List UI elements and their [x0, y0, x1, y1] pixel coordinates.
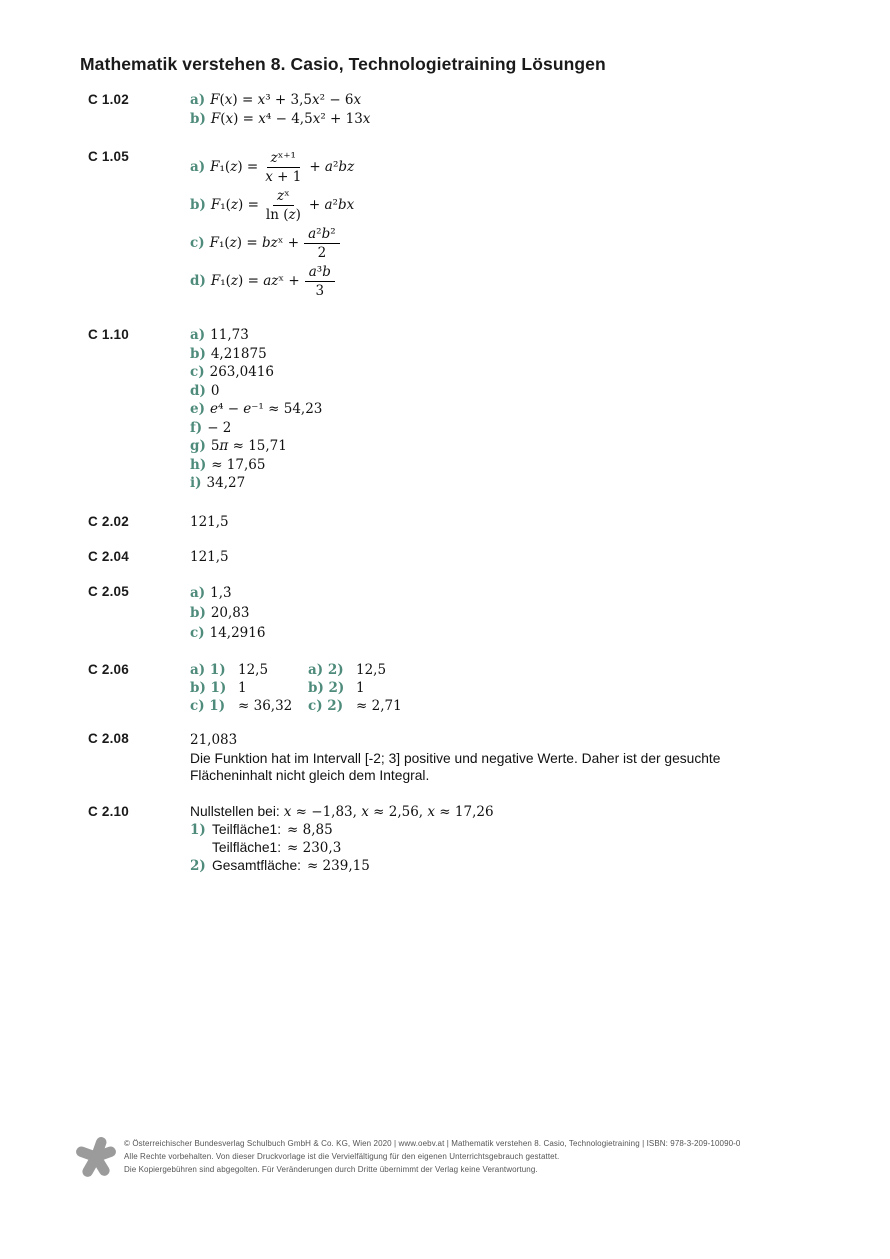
page-title: Mathematik verstehen 8. Casio, Technologietraining Lösungen	[80, 54, 606, 74]
solution-line	[190, 345, 802, 364]
solution-line	[190, 474, 802, 493]
footer	[75, 1134, 740, 1180]
item-letter: b)	[190, 110, 206, 127]
item-letter: e)	[190, 401, 205, 417]
exercise-label: C 1.10	[88, 327, 129, 342]
numerator: a³b	[305, 264, 335, 282]
answer-pair	[308, 679, 365, 697]
solution-line	[190, 548, 802, 567]
solution-line	[190, 400, 802, 419]
math-expression: − 2	[207, 419, 232, 436]
solution-line	[190, 110, 802, 129]
math-expression: 34,27	[206, 475, 246, 491]
item-number: 1)	[190, 821, 206, 838]
footer-liability-line: Die Kopiergebühren sind abgegolten. Für Veränderungen durch Dritte übernimmt der Verlag keine Verantwortung.	[124, 1164, 538, 1174]
footer-text	[124, 1134, 740, 1176]
math-expression: 12,5	[356, 661, 387, 678]
numerator: a²b²	[304, 226, 340, 244]
math-expression: 1	[356, 679, 365, 696]
item-letter: c) 1)	[190, 697, 226, 714]
item-letter: h)	[190, 456, 207, 473]
math-expression: 4,21875	[210, 345, 267, 362]
fraction	[305, 264, 335, 299]
item-letter: g)	[190, 438, 206, 454]
math-expression: 5π ≈ 15,71	[210, 438, 287, 454]
exercise-c2-04	[88, 548, 802, 567]
solution-line	[190, 148, 802, 186]
math-expression: F(x) = x⁴ − 4,5x² + 13x	[210, 110, 371, 127]
math-expression: 14,2916̇	[209, 624, 266, 641]
exercise-c1-10	[88, 326, 802, 493]
solution-line	[190, 382, 802, 401]
fraction	[264, 188, 303, 223]
math-expression: ≈ 36,32	[238, 697, 293, 714]
item-letter: a)	[190, 159, 206, 175]
exercise-label: C 1.02	[88, 92, 129, 107]
answer-pair	[190, 679, 308, 697]
math-expression: 0	[210, 382, 220, 399]
math-expression: ≈ 17,65	[211, 456, 266, 473]
item-letter: b)	[190, 345, 206, 362]
denominator: 2	[317, 244, 327, 261]
numerator: zˣ	[273, 188, 294, 206]
exercise-c2-10	[88, 803, 802, 875]
item-letter: b)	[190, 197, 206, 213]
exercise-c2-05	[88, 583, 802, 643]
exercise-label: C 2.02	[88, 513, 129, 529]
answer-pair	[190, 697, 308, 715]
math-expression: 1,3̇	[210, 584, 232, 601]
math-expression: F₁(z) =	[210, 159, 259, 175]
solution-line	[190, 839, 802, 857]
item-letter: c) 2)	[308, 697, 344, 714]
denominator: 3	[315, 282, 325, 299]
item-letter: c)	[190, 364, 205, 380]
item-number: 2)	[190, 857, 206, 874]
math-expression: F₁(z) = bzˣ +	[209, 235, 300, 251]
math-expression: F₁(z) =	[210, 197, 259, 213]
item-letter: a)	[190, 327, 206, 343]
math-expression: 12,5	[238, 661, 269, 678]
item-letter: b)	[190, 604, 206, 621]
fraction	[263, 150, 303, 185]
text-label: Teilfläche1:	[212, 839, 282, 855]
solution-line	[190, 326, 802, 345]
exercise-label: C 2.10	[88, 803, 129, 819]
math-expression: 121,5	[190, 549, 229, 565]
item-letter: a) 1)	[190, 661, 226, 678]
exercise-c1-02	[88, 91, 802, 128]
math-expression: ≈ 239,15	[306, 857, 370, 874]
solution-line	[190, 857, 802, 875]
answer-pair	[308, 661, 386, 679]
solution-line	[190, 513, 802, 532]
solution-line	[190, 437, 802, 456]
item-number	[190, 839, 212, 857]
exercise-label: C 2.05	[88, 583, 129, 599]
solution-line	[190, 363, 802, 382]
item-letter: d)	[190, 273, 206, 289]
fraction	[304, 226, 340, 261]
solutions-list	[88, 91, 802, 875]
solution-line	[190, 419, 802, 438]
math-expression: F₁(z) = azˣ +	[210, 273, 300, 289]
item-letter: a)	[190, 584, 206, 601]
exercise-c1-05	[88, 148, 802, 300]
math-expression: 1	[238, 679, 247, 696]
exercise-c2-02	[88, 513, 802, 532]
math-expression: ≈ 230,3	[287, 839, 342, 856]
math-expression: 11,73̇	[210, 327, 249, 343]
math-expression: 263,0416̇	[209, 364, 275, 380]
math-expression: 21,083̇	[190, 731, 238, 748]
exercise-label: C 2.08	[88, 730, 129, 746]
item-letter: a)	[190, 92, 206, 108]
solution-line	[190, 262, 802, 300]
item-letter: b) 2)	[308, 679, 345, 696]
math-expression: ≈ 8,85	[287, 821, 333, 838]
math-expression: + a²bz	[309, 159, 355, 175]
item-letter: a) 2)	[308, 661, 344, 678]
exercise-c2-06	[88, 661, 802, 715]
math-expression: 20,83̇	[210, 604, 250, 621]
denominator: ln (z)	[265, 206, 301, 223]
solution-line	[190, 91, 802, 110]
text-label: Teilfläche1:	[212, 821, 282, 837]
math-expression: F(x) = x³ + 3,5x² − 6x	[210, 92, 362, 108]
footer-copyright-line: © Österreichischer Bundesverlag Schulbuch GmbH & Co. KG, Wien 2020 | www.oebv.at | Mathematik verstehen 8. Casio, Technologietraining | ISBN: 978-3-209-10090-0	[124, 1139, 741, 1148]
item-letter: c)	[190, 235, 205, 251]
solution-line	[190, 186, 802, 224]
text-label: Nullstellen bei:	[190, 803, 280, 819]
answer-pair	[308, 697, 402, 715]
exercise-label: C 2.04	[88, 549, 129, 564]
text-label: Gesamtfläche:	[212, 857, 301, 873]
exercise-c2-08	[88, 730, 802, 785]
solution-line	[190, 821, 802, 839]
solution-line	[190, 730, 802, 750]
math-expression: e⁴ − e⁻¹ ≈ 54,23	[209, 401, 323, 417]
exercise-label: C 1.05	[88, 149, 129, 164]
solution-line	[190, 679, 802, 697]
math-expression: 121,5	[190, 513, 229, 530]
answer-pair	[190, 661, 308, 679]
item-letter: d)	[190, 382, 206, 399]
math-expression: x ≈ −1,83, x ≈ 2,56, x ≈ 17,26	[283, 803, 494, 820]
solution-line	[190, 803, 802, 821]
solution-line	[190, 661, 802, 679]
solution-line	[190, 623, 802, 643]
footer-rights-line: Alle Rechte vorbehalten. Von dieser Druckvorlage ist die Vervielfältigung für den eigenen Unterrichtsgebrauch gestattet.	[124, 1151, 560, 1161]
item-letter: i)	[190, 475, 202, 491]
math-expression: ≈ 2,71	[356, 697, 402, 714]
item-letter: b) 1)	[190, 679, 227, 696]
exercise-label: C 2.06	[88, 661, 129, 677]
item-letter: f)	[190, 419, 203, 436]
oebv-asterisk-logo-icon	[75, 1136, 117, 1180]
math-expression: + a²bx	[308, 197, 355, 213]
numerator: zˣ⁺¹	[267, 150, 300, 168]
item-letter: c)	[190, 624, 205, 641]
explanation-text: Die Funktion hat im Intervall [-2; 3] positive und negative Werte. Daher ist der gesuchte Flächeninhalt nicht gleich dem Integral.	[190, 750, 721, 783]
denominator: x + 1	[265, 168, 302, 185]
solution-line	[190, 603, 802, 623]
solution-line	[190, 697, 802, 715]
solution-line	[190, 456, 802, 475]
solution-line	[190, 583, 802, 603]
solution-line	[190, 224, 802, 262]
